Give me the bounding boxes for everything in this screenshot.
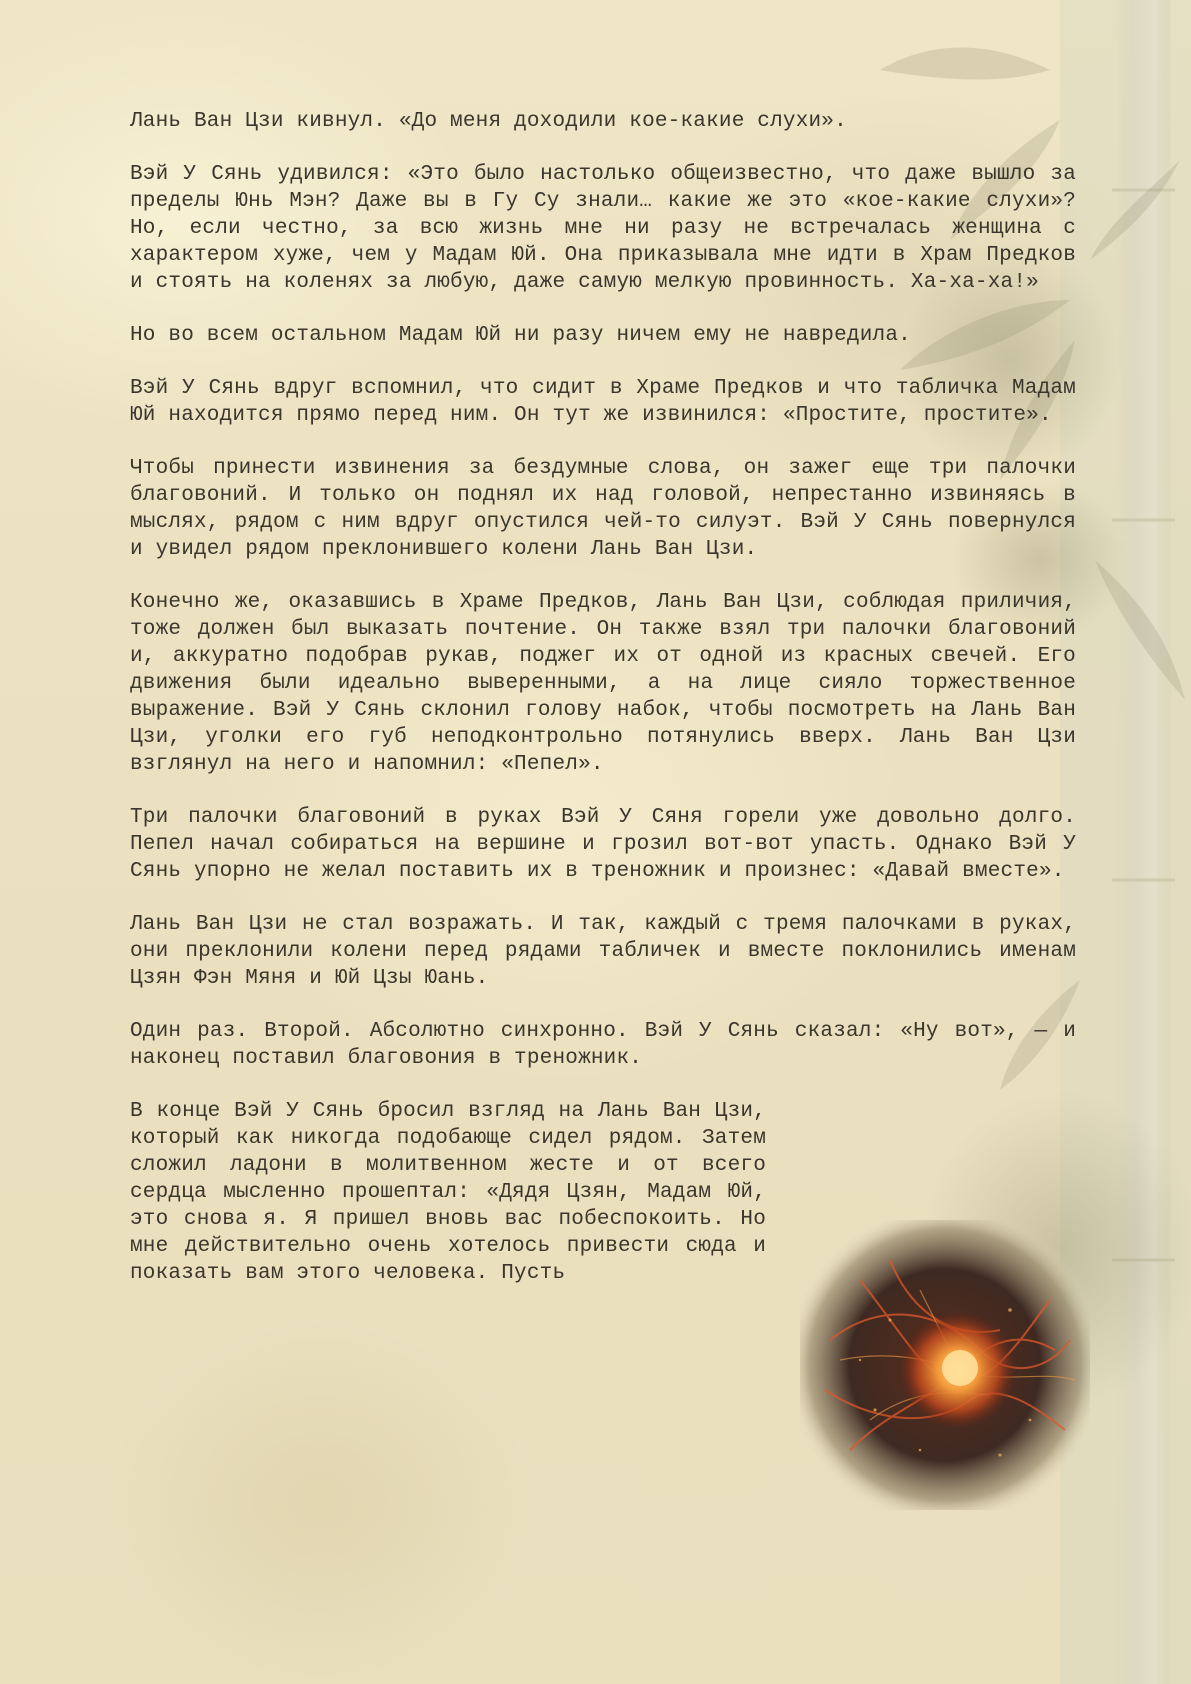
paragraph-2: Вэй У Сянь удивился: «Это было настолько общеизвестно, что даже вышло за пределы Юнь Мэн? Даже вы в Гу Су знали… какие же это «кое-какие слухи»? Но, если честно, за всю жизнь мне ни разу не встречалась женщина с характером хуже, чем у Мадам Юй. Она приказывала мне идти в Храм Предков и стоять на коленях за любую, даже самую мелкую провинность. Ха-ха-ха!» — [130, 163, 1076, 294]
paragraph-5: Чтобы принести извинения за бездумные слова, он зажег еще три палочки благовоний. И только он поднял их над головой, непрестанно извиняясь в мыслях, рядом с ним вдруг опустился чей-то силуэт. Вэй У Сянь повернулся и увидел рядом преклонившего колени Лань Ван Цзи. — [130, 457, 1076, 561]
paragraph-8: Лань Ван Цзи не стал возражать. И так, каждый с тремя палочками в руках, они преклонили колени перед рядами табличек и вместе поклонились именам Цзян Фэн Мяня и Юй Цзы Юань. — [130, 913, 1076, 990]
paragraph-3: Но во всем остальном Мадам Юй ни разу ничем ему не навредила. — [130, 324, 911, 347]
paragraph-4: Вэй У Сянь вдруг вспомнил, что сидит в Храме Предков и что табличка Мадам Юй находится прямо перед ним. Он тут же извинился: «Простите, простите». — [130, 377, 1076, 427]
text-block — [130, 108, 1076, 1287]
paragraph-9: Один раз. Второй. Абсолютно синхронно. Вэй У Сянь сказал: «Ну вот», — и наконец поставил благовония в треножник. — [130, 1020, 1076, 1070]
paragraph-6: Конечно же, оказавшись в Храме Предков, Лань Ван Цзи, соблюдая приличия, тоже должен был выказать почтение. Он также взял три палочки благовоний и, аккуратно подобрав рукав, поджег их от одной из красных свечей. Его движения были идеально выверенными, а на лице сияло торжественное выражение. Вэй У Сянь склонил голову набок, чтобы посмотреть на Лань Ван Цзи, уголки его губ неподконтрольно потянулись вверх. Лань Ван Цзи взглянул на него и напомнил: «Пепел». — [130, 591, 1076, 776]
paragraph-7: Три палочки благовоний в руках Вэй У Сяня горели уже довольно долго. Пепел начал собираться на вершине и грозил вот-вот упасть. Однако Вэй У Сянь упорно не желал поставить их в треножник и произнес: «Давай вместе». — [130, 806, 1076, 883]
paragraph-10: В конце Вэй У Сянь бросил взгляд на Лань Ван Цзи, который как никогда подобающе сидел рядом. Затем сложил ладони в молитвенном жесте и от всего сердца мысленно прошептал: «Дядя Цзян, Мадам Юй, это снова я. Я пришел вновь вас побеспокоить. Но мне действительно очень хотелось привести сюда и показать вам этого человека. Пусть — [130, 1100, 766, 1285]
paragraph-1: Лань Ван Цзи кивнул. «До меня доходили кое-какие слухи». — [130, 110, 847, 133]
fiery-orb-illustration — [800, 1220, 1090, 1510]
